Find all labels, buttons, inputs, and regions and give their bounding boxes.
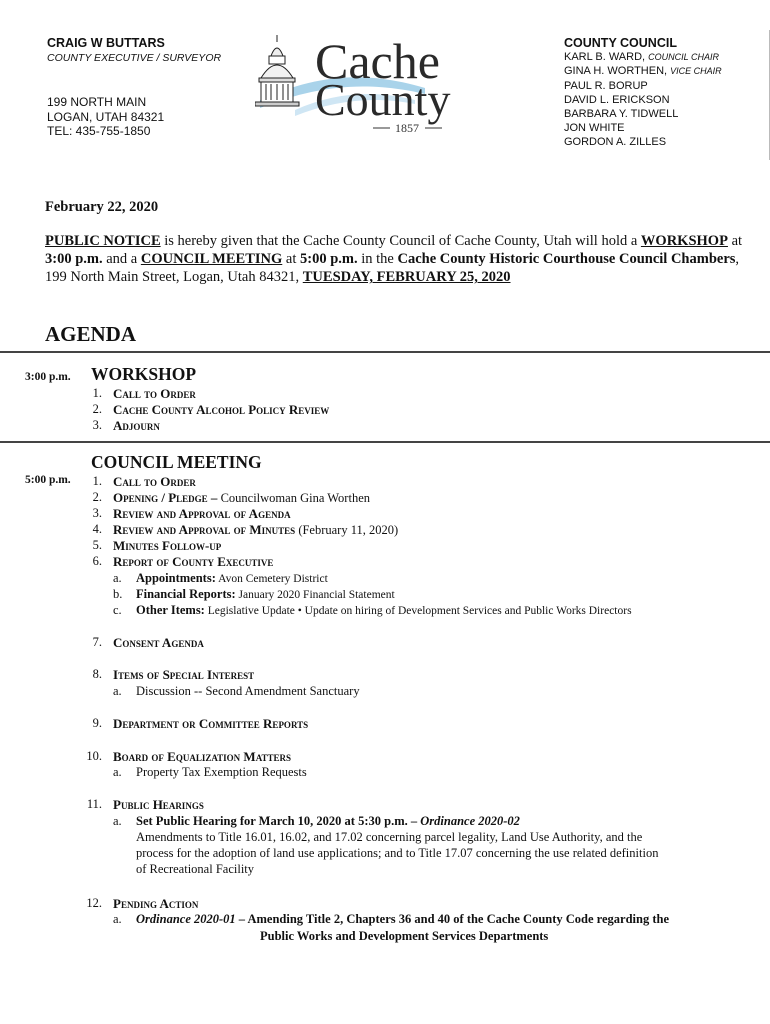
logo-word-county: County <box>315 74 451 125</box>
executive-role: COUNTY EXECUTIVE / SURVEYOR <box>47 51 222 64</box>
cache-county-logo <box>255 30 505 140</box>
council-member: KARL B. WARD, COUNCIL CHAIR <box>564 51 720 64</box>
council-member: GINA H. WORTHEN, VICE CHAIR <box>564 65 722 78</box>
council-member: DAVID L. ERICKSON <box>564 93 670 106</box>
notice-date: February 22, 2020 <box>45 199 159 215</box>
council-title: COUNTY COUNCIL <box>564 36 677 50</box>
telephone: TEL: 435-755-1850 <box>47 124 151 138</box>
description-line: Public Works and Development Services Departments <box>260 929 549 943</box>
address-line-1: 199 NORTH MAIN <box>47 95 147 109</box>
workshop-title: WORKSHOP <box>91 364 197 384</box>
council-member: PAUL R. BORUP <box>564 79 648 92</box>
divider <box>0 351 770 353</box>
meeting-title: COUNCIL MEETING <box>91 452 262 472</box>
logo-year: 1857 <box>395 121 419 135</box>
council-member: JON WHITE <box>564 122 625 135</box>
description-line: of Recreational Facility <box>136 862 255 876</box>
public-notice-paragraph: PUBLIC NOTICE is hereby given that the Cache County Council of Cache County, Utah will hold a WORKSHOP at 3:00 p.m. and a COUNCIL MEETING at 5:00 p.m. in the Cache County Historic Courthouse Council Chambers, 199 North Main Street, Logan, Utah 84321, TUESDAY, FEBRUARY 25, 2020 <box>45 233 743 285</box>
executive-name: CRAIG W BUTTARS <box>47 36 165 50</box>
logo-word-cache: Cache <box>315 33 440 89</box>
council-info <box>564 36 722 150</box>
council-member: GORDON A. ZILLES <box>564 136 667 149</box>
address-line-2: LOGAN, UTAH 84321 <box>47 109 165 124</box>
meeting-time: 5:00 p.m. <box>25 474 71 486</box>
council-member: BARBARA Y. TIDWELL <box>564 108 679 121</box>
agenda-title: AGENDA <box>45 322 137 346</box>
description-line: process for the adoption of land use applications; and to Title 17.07 concerning the use related definition <box>136 846 659 860</box>
divider <box>0 441 770 443</box>
courthouse-icon <box>255 35 299 106</box>
workshop-time: 3:00 p.m. <box>25 371 71 383</box>
executive-info <box>47 36 221 139</box>
description-line: Amendments to Title 16.01, 16.02, and 17.02 concerning parcel legality, Land Use Authority, and the <box>136 830 643 844</box>
